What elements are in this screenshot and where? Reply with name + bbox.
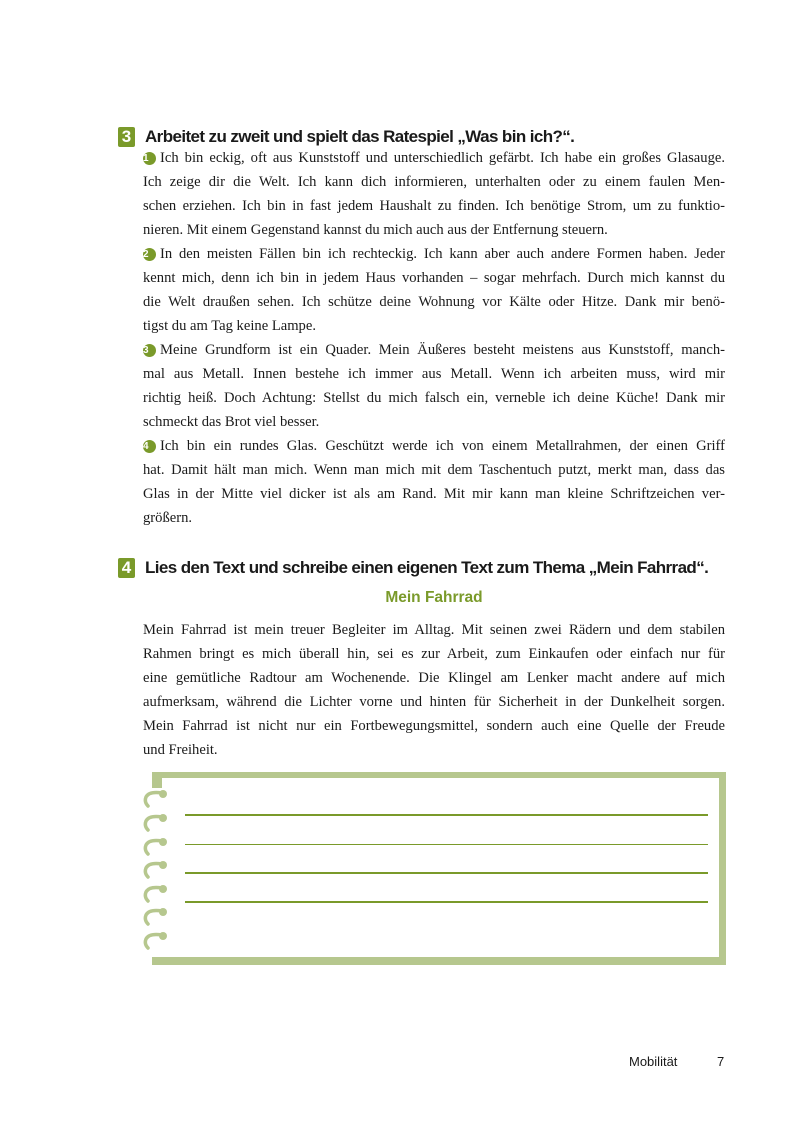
riddle-line [143, 170, 725, 194]
spiral-ring-icon [143, 931, 169, 951]
riddle-text: größern. [143, 510, 193, 526]
notebook-corner [152, 772, 162, 788]
riddle-text: die Welt draußen sehen. Ich schütze deine Wohnung vor Kälte oder Hitze. Dank mir benö- [143, 294, 725, 310]
riddle-text: tigst du am Tag keine Lampe. [143, 318, 316, 334]
riddle-number-icon: 1 [143, 152, 156, 165]
riddle-line [143, 194, 725, 218]
text-title: Mein Fahrrad [385, 589, 483, 606]
spiral-ring-icon [143, 884, 169, 904]
task-heading: Lies den Text und schreibe einen eigenen Text zum Thema „Mein Fahrrad“. [145, 558, 709, 577]
riddle-text: Ich zeige dir die Welt. Ich kann dich informieren, unterhalten oder zu einem faulen Men- [143, 174, 725, 190]
spiral-ring-icon [143, 789, 169, 809]
text-line: und Freiheit. [143, 742, 218, 758]
riddle-text: mal aus Metall. Innen bestehe ich immer aus Metall. Wenn ich arbeiten muss, wird mir [143, 366, 725, 382]
riddle-line [143, 386, 725, 410]
text-line: Mein Fahrrad ist mein treuer Begleiter im Alltag. Mit seinen zwei Rädern und dem stabilen [143, 622, 725, 638]
riddle-line [143, 290, 725, 314]
text-line: Mein Fahrrad ist nicht nur ein Fortbewegungsmittel, sondern auch eine Quelle der Freude [143, 718, 725, 734]
writing-line[interactable] [185, 901, 708, 903]
spiral-ring-icon [143, 837, 169, 857]
riddle-text: hat. Damit hält man mich. Wenn man mich mit dem Taschentuch putzt, merkt man, dass das [143, 462, 725, 478]
spiral-ring-icon [143, 860, 169, 880]
riddle-line [143, 482, 725, 506]
page-number: 7 [717, 1054, 725, 1069]
riddle-line [143, 434, 725, 458]
riddle-text: richtig heiß. Doch Achtung: Stellst du mich falsch ein, verneble ich deine Küche! Dank mir [143, 390, 725, 406]
riddle-text: Glas in der Mitte viel dicker ist als am Rand. Mit mir kann man kleine Schriftzeichen ver- [143, 486, 725, 502]
notebook-bottom-border [152, 957, 726, 965]
riddle-text: schen erziehen. Ich bin in fast jedem Haushalt zu finden. Ich benötige Strom, um zu funktio- [143, 198, 725, 214]
riddle-text: Ich bin ein rundes Glas. Geschützt werde ich von einem Metallrahmen, der einen Griff [160, 438, 725, 454]
task-heading: Arbeitet zu zweit und spielt das Ratespiel „Was bin ich?“. [145, 127, 575, 146]
riddle-line [143, 410, 725, 434]
task-number-badge: 4 [118, 558, 135, 578]
spiral-ring-icon [143, 907, 169, 927]
riddle-text: nieren. Mit einem Gegenstand kannst du mich auch aus der Entfernung steuern. [143, 222, 608, 238]
riddle-line [143, 218, 725, 242]
riddle-number-icon: 4 [143, 440, 156, 453]
riddle-line [143, 146, 725, 170]
riddle-line [143, 314, 725, 338]
text-line: aufmerksam, während die Lichter vorne und hinten für Sicherheit in der Dunkelheit sorgen. [143, 694, 725, 710]
footer-chapter: Mobilität [629, 1054, 678, 1069]
riddle-text: kennt mich, denn ich bin in jedem Haus vorhanden – sogar mehrfach. Durch mich kannst du [143, 270, 725, 286]
text-line: eine gemütliche Radtour am Wochenende. Die Klingel am Lenker macht andere auf mich [143, 670, 725, 686]
text-line: Rahmen bringt es mich überall hin, sei es zur Arbeit, zum Einkaufen oder einfach nur für [143, 646, 725, 662]
riddle-number-icon: 2 [143, 248, 156, 261]
riddle-list [143, 146, 725, 530]
riddle-number-icon: 3 [143, 344, 156, 357]
writing-line[interactable] [185, 872, 708, 874]
riddle-text: Ich bin eckig, oft aus Kunststoff und unterschiedlich gefärbt. Ich habe ein großes Glasauge. [160, 150, 725, 166]
writing-line[interactable] [185, 844, 708, 845]
spiral-ring-icon [143, 813, 169, 833]
riddle-line [143, 458, 725, 482]
riddle-text: In den meisten Fällen bin ich rechteckig. Ich kann aber auch andere Formen haben. Jeder [160, 246, 725, 262]
riddle-line [143, 338, 725, 362]
task-number-badge: 3 [118, 127, 135, 147]
writing-line[interactable] [185, 814, 708, 816]
notebook-right-border [719, 772, 726, 965]
riddle-line [143, 242, 725, 266]
riddle-line [143, 506, 725, 530]
riddle-text: schmeckt das Brot viel besser. [143, 414, 320, 430]
riddle-line [143, 266, 725, 290]
notebook-top-border [152, 772, 726, 778]
example-text [143, 618, 725, 762]
riddle-text: Meine Grundform ist ein Quader. Mein Äußeres besteht meistens aus Kunststoff, manch- [160, 342, 725, 358]
riddle-line [143, 362, 725, 386]
